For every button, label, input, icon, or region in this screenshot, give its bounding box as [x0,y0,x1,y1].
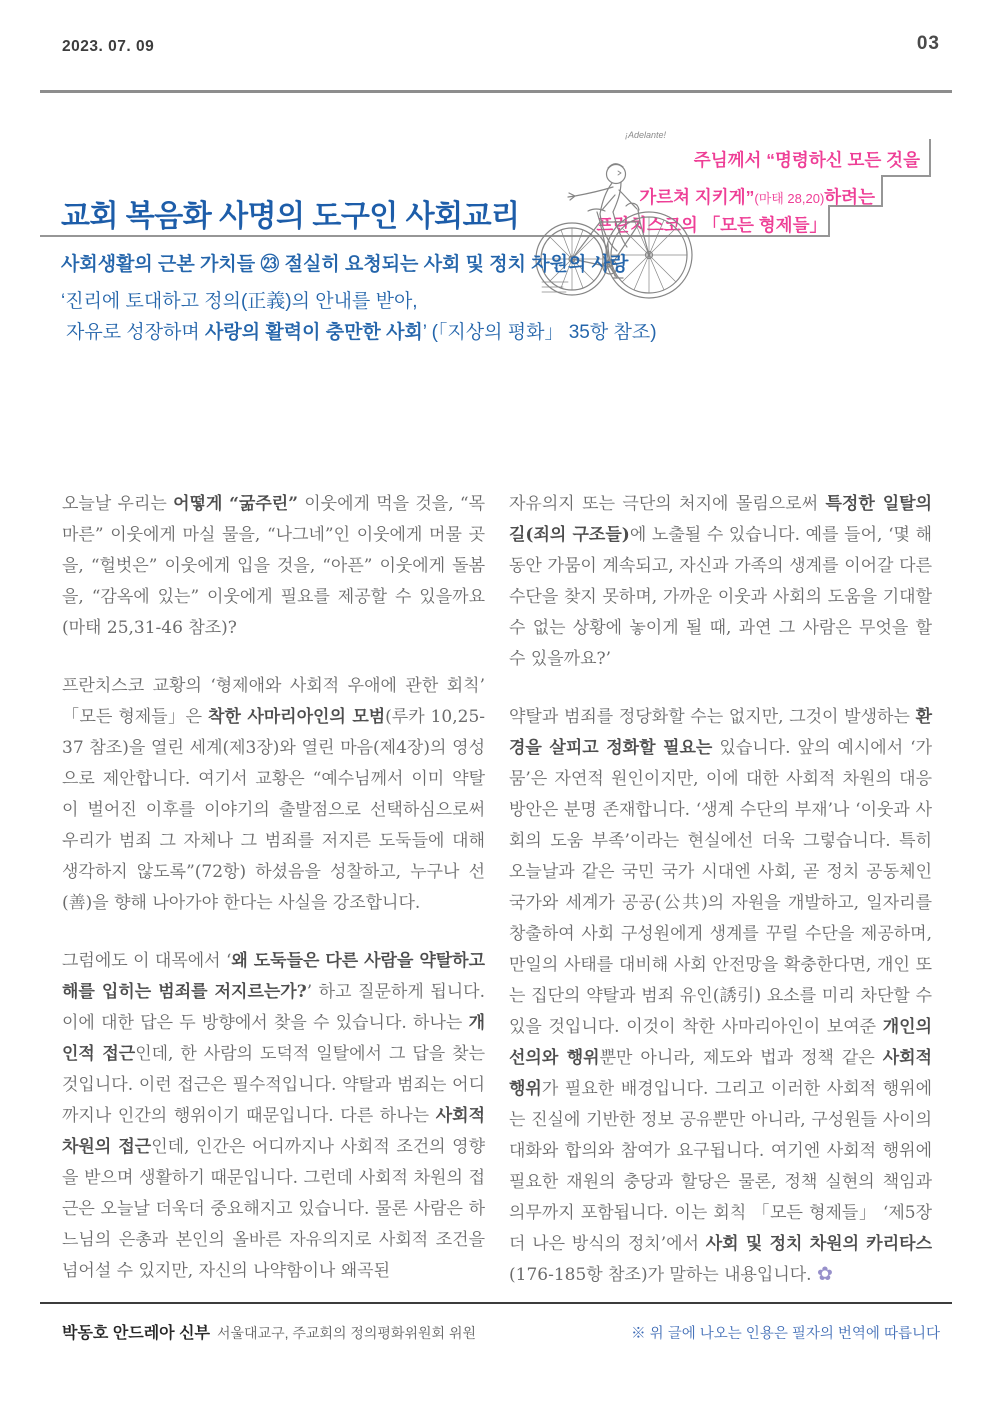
body-text: (루카 10,25-37 참조)을 열린 세계(제3장)와 열린 마음(제4장)의 영성으로 제안합니다. 여기서 교황은 “예수님께서 이미 약탈이 벌어진 이후를 이야기의 출발점으로 선택하심으로써 우리가 범죄 그 자체나 그 범죄를 저지른 도둑들에 대해 생각하지 않도록”(72항) 하셨음을 성찰하고, 누구나 선(善)을 향해 나아가야 한다는 사실을 강조합니다. [62,707,486,913]
callout-text-3: 프란치스코의 「모든 형제들」 [596,215,827,235]
paragraph [62,489,485,644]
callout-text-2: 가르쳐 지키게” [639,187,755,207]
subtitle-quote-pre: 자유로 성장하며 [66,322,206,343]
body-text: 약탈과 범죄를 정당화할 수는 없지만, 그것이 발생하는 [509,707,916,727]
body-text: 이웃에게 먹을 것을, “목마른” 이웃에게 마실 물을, “나그네”인 이웃에게 머물 곳을, “헐벗은” 이웃에게 입을 것을, “아픈” 이웃에게 돌봄을, “감옥에 있는” 이웃에게 필요를 제공할 수 있을까요 (마태 25,31-46 참조)? [62,494,485,638]
header-rule [40,90,952,93]
footer-rule [40,1302,952,1304]
callout-line-1 [694,147,920,172]
body-text: 에 노출될 수 있습니다. 예를 들어, ‘몇 해 동안 가뭄이 계속되고, 자신과 가족의 생계를 이어갈 다른 수단을 찾지 못하며, 가까운 이웃과 사회의 도움을 기대할 수 없는 상황에 놓이게 될 때, 과연 그 사람은 무엇을 할 수 있을까요?’ [509,525,932,669]
emphasis-text: 착한 사마리아인의 모범 [208,707,386,727]
right-column [509,489,932,1291]
paragraph [62,671,485,919]
illustration-caption: ¡Adelante! [625,130,667,140]
article-subtitle-series: 사회생활의 근본 가치들 ㉓ 절실히 요청되는 사회 및 정치 차원의 사랑 [61,254,629,275]
page-number: 03 [916,33,940,54]
emphasis-text: 특정한 일탈의 길(죄의 구조들) [509,494,932,545]
emphasis-text: 환경을 살피고 정화할 필요는 [509,707,932,758]
callout-text-2b: 하려는 [824,187,875,207]
body-text: 자유의지 또는 극단의 처지에 몰림으로써 [509,494,826,514]
pope-bicycle-illustration [528,124,704,316]
body-text: 가 필요한 배경입니다. 그리고 이러한 사회적 행위에는 진실에 기반한 정보 공유뿐만 아니라, 구성원들 사이의 대화와 합의와 참여가 요구됩니다. 여기엔 사회적 행위에 필요한 재원의 충당과 할당은 물론, 정책 실현의 책임과 의무까지 포함됩니다. 이는 회칙 「모든 형제들」 ‘제5장 더 나은 방식의 정치’에서 [509,1079,932,1254]
article-body [62,489,932,1291]
translation-note: ※ 위 글에 나오는 인용은 필자의 번역에 따릅니다 [631,1326,940,1342]
body-text: (176-185항 참조)가 말하는 내용입니다. [509,1265,817,1285]
emphasis-text: 개인의 선의와 행위 [509,1017,932,1068]
issue-date: 2023. 07. 09 [62,38,155,55]
author-name: 박동호 안드레아 신부 [62,1325,210,1342]
subtitle-quote-post: ’ (「지상의 평화」 35항 참조) [422,322,657,343]
callout-scripture-ref: (마태 28,20) [754,191,825,206]
article-title: 교회 복음화 사명의 도구인 사회교리 [61,200,520,233]
subtitle-quote-bold: 사랑의 활력이 충만한 사회 [205,322,423,343]
emphasis-text: 왜 도둑들은 다른 사람을 약탈하고 해를 입히는 범죄를 저지르는가? [62,951,486,1002]
body-text: 그럼에도 이 대목에서 ‘ [62,951,232,971]
paragraph [509,489,932,675]
body-text: 뿐만 아니라, 제도와 법과 정책 같은 [599,1048,883,1068]
article-subtitle-quote-2 [66,317,657,344]
body-text: 있습니다. 앞의 예시에서 ‘가뭄’은 자연적 원인이지만, 이에 대한 사회적 차원의 대응 방안은 분명 존재합니다. ‘생계 수단의 부재’나 ‘이웃과 사회의 도움 부족’이라는 현실에선 더욱 그렇습니다. 특히 오늘날과 같은 국민 국가 시대엔 사회, 곧 정치 공동체인 국가와 세계가 공공(公共)의 자원을 개발하고, 일자리를 창출하여 사회 구성원에게 생계를 꾸릴 수단을 제공하며, 만일의 사태를 대비해 사회 안전망을 확충한다면, 개인 또는 집단의 약탈과 범죄 유인(誘引) 요소를 미리 차단할 수 있을 것입니다. 이것이 착한 사마리아인이 보여준 [509,738,932,1037]
author-title: 서울대교구, 주교회의 정의평화위원회 위원 [217,1325,476,1341]
article-subtitle-quote-1: ‘진리에 토대하고 정의(正義)의 안내를 받아, [61,291,418,312]
body-text: 프란치스코 교황의 ‘형제애와 사회적 우애에 관한 회칙’ 「모든 형제들」은 [62,676,485,727]
body-text: 인데, 인간은 어디까지나 사회적 조건의 영향을 받으며 생활하기 때문입니다. 그런데 사회적 차원의 접근은 오늘날 더욱더 중요해지고 있습니다. 물론 사람은 하느님의 은총과 본인의 올바른 자유의지로 사회적 조건을 넘어설 수 있지만, 자신의 나약함이나 왜곡된 [62,1137,485,1281]
emphasis-text: 사회적 행위 [509,1048,932,1099]
callout-text-1: 주님께서 “명령하신 모든 것을 [693,150,920,170]
left-column [62,489,485,1291]
body-text: 인데, 한 사람의 도덕적 일탈에서 그 답을 찾는 것입니다. 이런 접근은 필수적입니다. 약탈과 범죄는 어디까지나 인간의 행위이기 때문입니다. 다른 하나는 [62,1044,486,1126]
body-text: ’ 하고 질문하게 됩니다. 이에 대한 답은 두 방향에서 찾을 수 있습니다. 하나는 [62,982,485,1033]
paragraph [62,946,485,1287]
emphasis-text: 사회 및 정치 차원의 카리타스 [705,1234,932,1254]
footer [62,1320,940,1343]
paragraph [509,702,932,1291]
emphasis-text: 어떻게 “굶주린” [173,494,298,514]
article-end-mark-icon: ✿ [817,1263,833,1285]
emphasis-text: 개인적 접근 [62,1013,485,1064]
emphasis-text: 사회적 차원의 접근 [62,1106,485,1157]
author-byline [62,1320,476,1343]
body-text: 오늘날 우리는 [62,494,174,514]
